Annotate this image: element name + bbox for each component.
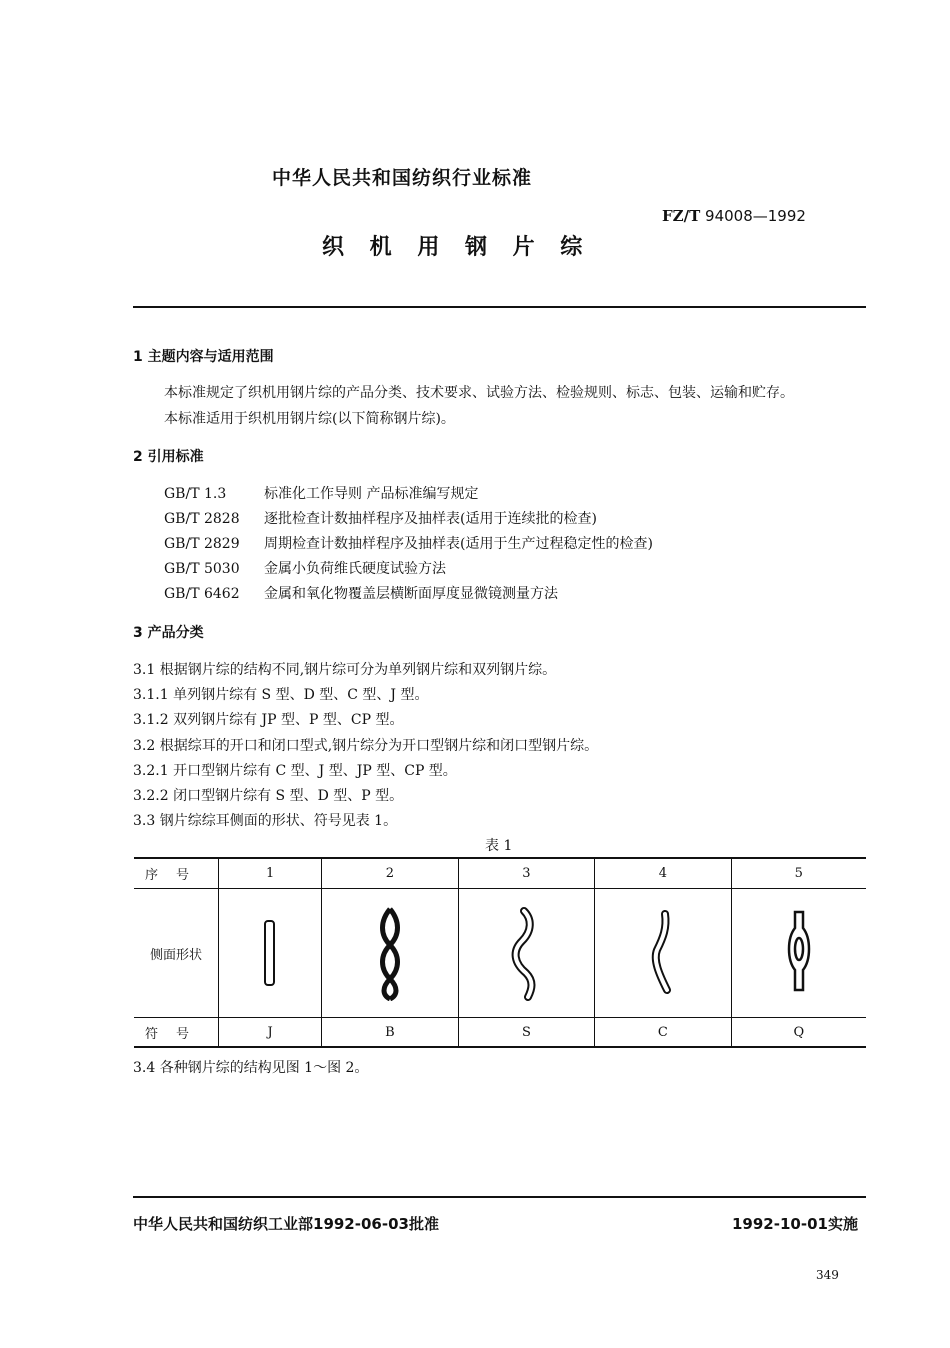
reference-title: 周期检查计数抽样程序及抽样表(适用于生产过程稳定性的检查) — [264, 536, 653, 552]
column-number: 1 — [219, 858, 322, 889]
reference-title: 标准化工作导则 产品标准编写规定 — [264, 486, 479, 502]
column-number: 4 — [595, 858, 731, 889]
symbol-cell: C — [595, 1018, 731, 1047]
shape-cell — [731, 889, 866, 1018]
effective-date: 1992-10-01实施 — [732, 1215, 858, 1233]
standard-code — [662, 207, 806, 225]
standard-code-number: 94008—1992 — [705, 207, 806, 225]
clause-3-1: 3.1 根据钢片综的结构不同,钢片综可分为单列钢片综和双列钢片综。 — [133, 662, 557, 678]
issued-by: 中华人民共和国纺织工业部1992-06-03批准 — [133, 1215, 439, 1233]
shape-cell — [595, 889, 731, 1018]
table-1-caption: 表 1 — [485, 838, 513, 854]
reference-item — [164, 508, 597, 528]
reference-code: GB/T 5030 — [164, 561, 240, 577]
clause-3-2: 3.2 根据综耳的开口和闭口型式,钢片综分为开口型钢片综和闭口型钢片综。 — [133, 738, 599, 754]
section-3-heading: 3 产品分类 — [133, 625, 204, 641]
document-title: 织 机 用 钢 片 综 — [322, 235, 592, 260]
column-number: 2 — [322, 858, 458, 889]
reference-title: 逐批检查计数抽样程序及抽样表(适用于连续批的检查) — [264, 511, 597, 527]
page-number: 349 — [816, 1268, 839, 1282]
section-1-paragraph-2: 本标准适用于织机用钢片综(以下简称钢片综)。 — [164, 411, 455, 427]
shape-cell — [322, 889, 458, 1018]
reference-item — [164, 558, 446, 578]
symbol-cell: B — [322, 1018, 458, 1047]
reference-code: GB/T 1.3 — [164, 486, 227, 502]
shape-cell — [219, 889, 322, 1018]
section-1-heading: 1 主题内容与适用范围 — [133, 349, 274, 365]
table-row-number — [134, 858, 866, 889]
header-divider — [133, 306, 866, 308]
double-loop-icon — [370, 905, 410, 1001]
symbol-cell: J — [219, 1018, 322, 1047]
table-row-shape — [134, 889, 866, 1018]
reference-title: 金属和氧化物覆盖层横断面厚度显微镜测量方法 — [264, 586, 558, 602]
symbol-cell: S — [458, 1018, 594, 1047]
symbol-cell: Q — [731, 1018, 866, 1047]
s-curve-icon — [506, 905, 546, 1001]
row-header-shape: 侧面形状 — [134, 889, 219, 1018]
clause-3-3: 3.3 钢片综综耳侧面的形状、符号见表 1。 — [133, 813, 398, 829]
clause-3-4: 3.4 各种钢片综的结构见图 1～图 2。 — [133, 1060, 369, 1076]
reference-code: GB/T 6462 — [164, 586, 240, 602]
clause-3-1-1: 3.1.1 单列钢片综有 S 型、D 型、C 型、J 型。 — [133, 687, 429, 703]
section-1-paragraph-1: 本标准规定了织机用钢片综的产品分类、技术要求、试验方法、检验规则、标志、包装、运输和贮存。 — [164, 385, 794, 401]
section-2-heading: 2 引用标准 — [133, 449, 204, 465]
shape-cell — [458, 889, 594, 1018]
oval-eye-icon — [779, 908, 819, 998]
table-1 — [134, 858, 866, 1046]
table-row-symbol — [134, 1018, 866, 1047]
row-header-number: 序号 — [134, 858, 219, 889]
column-number: 3 — [458, 858, 594, 889]
reference-code: GB/T 2828 — [164, 511, 240, 527]
column-number: 5 — [731, 858, 866, 889]
reference-title: 金属小负荷维氏硬度试验方法 — [264, 561, 446, 577]
clause-3-2-1: 3.2.1 开口型钢片综有 C 型、J 型、JP 型、CP 型。 — [133, 763, 457, 779]
reference-item — [164, 583, 558, 603]
clause-3-2-2: 3.2.2 闭口型钢片综有 S 型、D 型、P 型。 — [133, 788, 404, 804]
table-bottom-border — [134, 1046, 866, 1048]
straight-slot-icon — [255, 913, 285, 993]
standard-category: 中华人民共和国纺织行业标准 — [272, 167, 533, 189]
standard-code-prefix: FZ/T — [662, 207, 701, 225]
reference-item — [164, 483, 478, 503]
clause-3-1-2: 3.1.2 双列钢片综有 JP 型、P 型、CP 型。 — [133, 712, 404, 728]
c-curve-icon — [643, 908, 683, 998]
reference-code: GB/T 2829 — [164, 536, 240, 552]
footer-divider — [133, 1196, 866, 1198]
reference-item — [164, 533, 653, 553]
row-header-symbol: 符号 — [144, 1026, 207, 1042]
